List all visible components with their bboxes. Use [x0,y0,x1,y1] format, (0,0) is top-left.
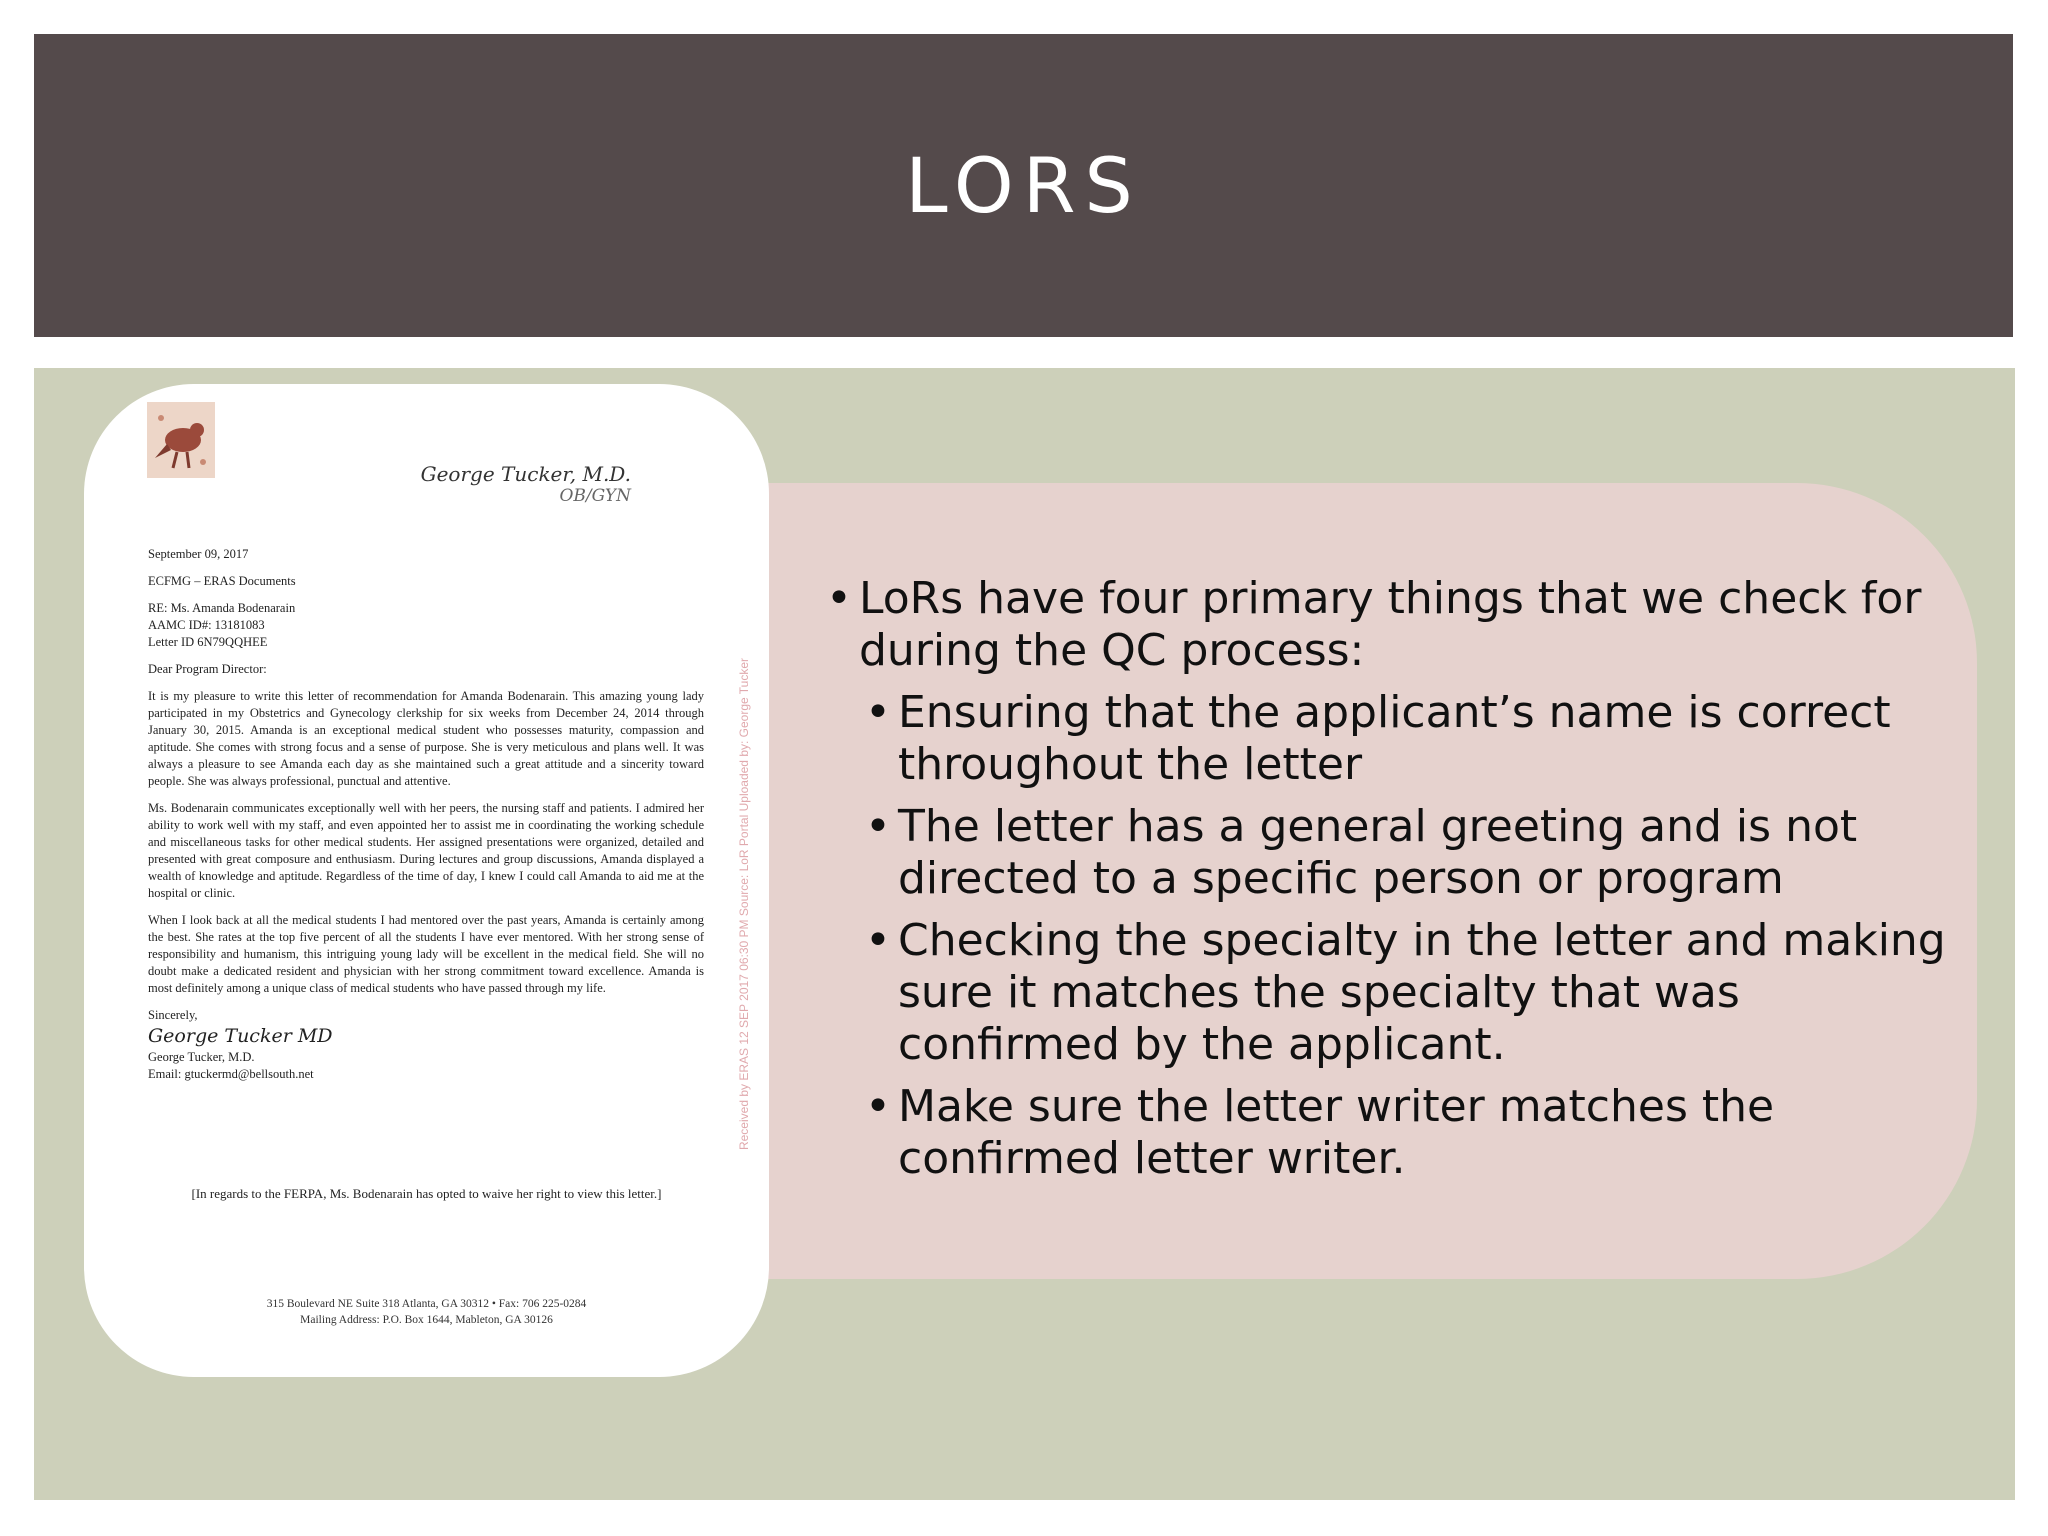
letter-footer [84,1296,769,1328]
bullet-sub-3 [826,915,1956,1071]
bullet-main-text: LoRs have four primary things that we check for during the QC process: [859,573,1922,676]
letter-id: Letter ID 6N79QQHEE [148,635,268,649]
bullet-sub-text: Make sure the letter writer matches the confirmed letter writer. [898,1081,1775,1184]
letter-paragraph: It is my pleasure to write this letter of recommendation for Amanda Bodenarain. This amazing young lady participated in my Obstetrics and Gynecology clerkship for six weeks from December 24, 2014 through January 30, 2015. Amanda is an exceptional medical student who possesses maturity, compassion and aptitude. She comes with strong focus and a sense of purpose. She is very meticulous and plans well. It was always a pleasure to see Amanda each day as she maintained such a great attitude and a sincerity toward people. She was always professional, punctual and attentive. [148,689,704,788]
bullet-sub-4 [826,1081,1956,1185]
letter-email: Email: gtuckermd@bellsouth.net [148,1067,314,1081]
title-bar [34,34,2013,337]
bullet-marker: • [865,915,891,966]
letter-signer: George Tucker, M.D. [148,1050,255,1064]
letterhead-name: George Tucker, M.D. [420,462,631,486]
letter-letterhead [421,462,631,506]
letterhead-dept: OB/GYN [559,486,631,506]
bullet-marker: • [865,1081,891,1132]
bullet-marker: • [865,801,891,852]
letter-re: RE: Ms. Amanda Bodenarain [148,601,296,615]
bird-logo-icon [147,402,215,478]
letter-ferpa-note: [In regards to the FERPA, Ms. Bodenarain has opted to waive her right to view this letter.] [191,1186,662,1201]
letter-closing: Sincerely, [148,1008,198,1022]
bullet-marker: • [865,687,891,738]
letter-image [84,384,769,1377]
letter-footer-mailing: Mailing Address: P.O. Box 1644, Mableton, GA 30126 [300,1314,553,1326]
bullet-sub-text: Checking the specialty in the letter and making sure it matches the specialty that was confirmed by the applicant. [898,915,1946,1070]
letter-aamc: AAMC ID#: 13181083 [148,618,265,632]
bullet-sub-2 [826,801,1956,905]
bullet-marker: • [826,573,852,624]
letter-paragraph: When I look back at all the medical students I had mentored over the past years, Amanda is certainly among the best. She rates at the top five percent of all the students I have ever mentored. With her strong sense of responsibility and humanism, this intriguing young lady will be excellent in the medical field. She will no doubt make a dedicated resident and physician with her strong commitment toward excellence. Amanda is most definitely among a unique class of medical students who have passed through my life. [148,913,704,995]
letter-salutation: Dear Program Director: [148,662,267,676]
bullet-sub-1 [826,687,1956,791]
bullet-sub-text: The letter has a general greeting and is not directed to a specific person or program [898,801,1858,904]
letter-signature: George Tucker MD [148,1025,333,1047]
letter-org: ECFMG – ERAS Documents [148,574,296,588]
letter-paragraph: Ms. Bodenarain communicates exceptionally well with her peers, the nursing staff and patients. I admired her ability to work well with my staff, and even appointed her to assist me in coordinating the working schedule and miscellaneous tasks for other medical students. Her assigned presentations were organized, detailed and presented with great composure and enthusiasm. During lectures and group discussions, Amanda displayed a wealth of knowledge and aptitude. Regardless of the time of day, I knew I could call Amanda to aid me at the hospital or clinic. [148,801,704,900]
letter-body [148,546,704,1083]
letter-footer-address: 315 Boulevard NE Suite 318 Atlanta, GA 30312 • Fax: 706 225-0284 [266,1298,587,1310]
letter-received-stamp: Received by ERAS 12 SEP 2017 06:30 PM Source: LoR Portal Uploaded by: George Tucker [737,657,751,1151]
letter-date: September 09, 2017 [148,547,249,561]
bullet-sub-text: Ensuring that the applicant’s name is correct throughout the letter [898,687,1891,790]
slide-title: LORS [905,141,1142,230]
bullet-list [826,573,1956,1185]
bullet-main [826,573,1956,677]
